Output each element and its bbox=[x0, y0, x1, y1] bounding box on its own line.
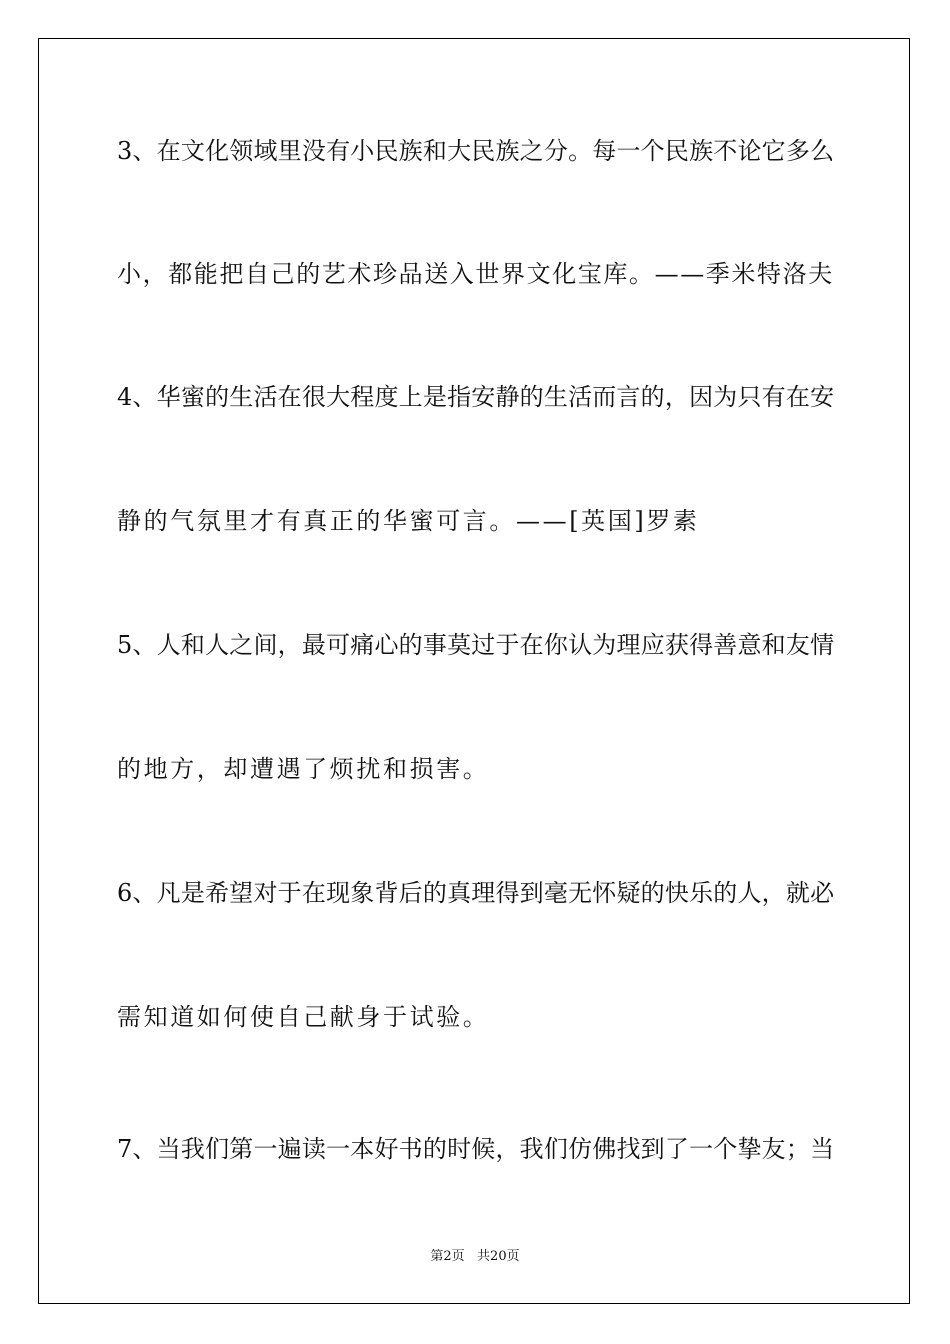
quote-3-line-1: 3、在文化领域里没有小民族和大民族之分。每一个民族不论它多么 bbox=[117, 137, 835, 165]
quote-6-line-2: 需知道如何使自己献身于试验。 bbox=[117, 1003, 490, 1031]
page-number-footer: 第2页 共20页 bbox=[430, 1249, 520, 1264]
quote-6-line-1: 6、凡是希望对于在现象背后的真理得到毫无怀疑的快乐的人，就必 bbox=[117, 879, 835, 907]
quote-3-line-2: 小，都能把自己的艺术珍品送入世界文化宝库。——季米特洛夫 bbox=[117, 260, 834, 288]
quote-4-line-1: 4、华蜜的生活在很大程度上是指安静的生活而言的，因为只有在安 bbox=[117, 383, 835, 411]
quote-5-line-2: 的地方，却遭遇了烦扰和损害。 bbox=[117, 755, 490, 783]
quote-5-line-1: 5、人和人之间，最可痛心的事莫过于在你认为理应获得善意和友情 bbox=[117, 631, 835, 659]
quote-4-line-2: 静的气氛里才有真正的华蜜可言。——[英国]罗素 bbox=[117, 507, 700, 535]
page-border bbox=[38, 38, 910, 1304]
quote-7-line-1: 7、当我们第一遍读一本好书的时候，我们仿佛找到了一个挚友；当 bbox=[117, 1135, 835, 1163]
